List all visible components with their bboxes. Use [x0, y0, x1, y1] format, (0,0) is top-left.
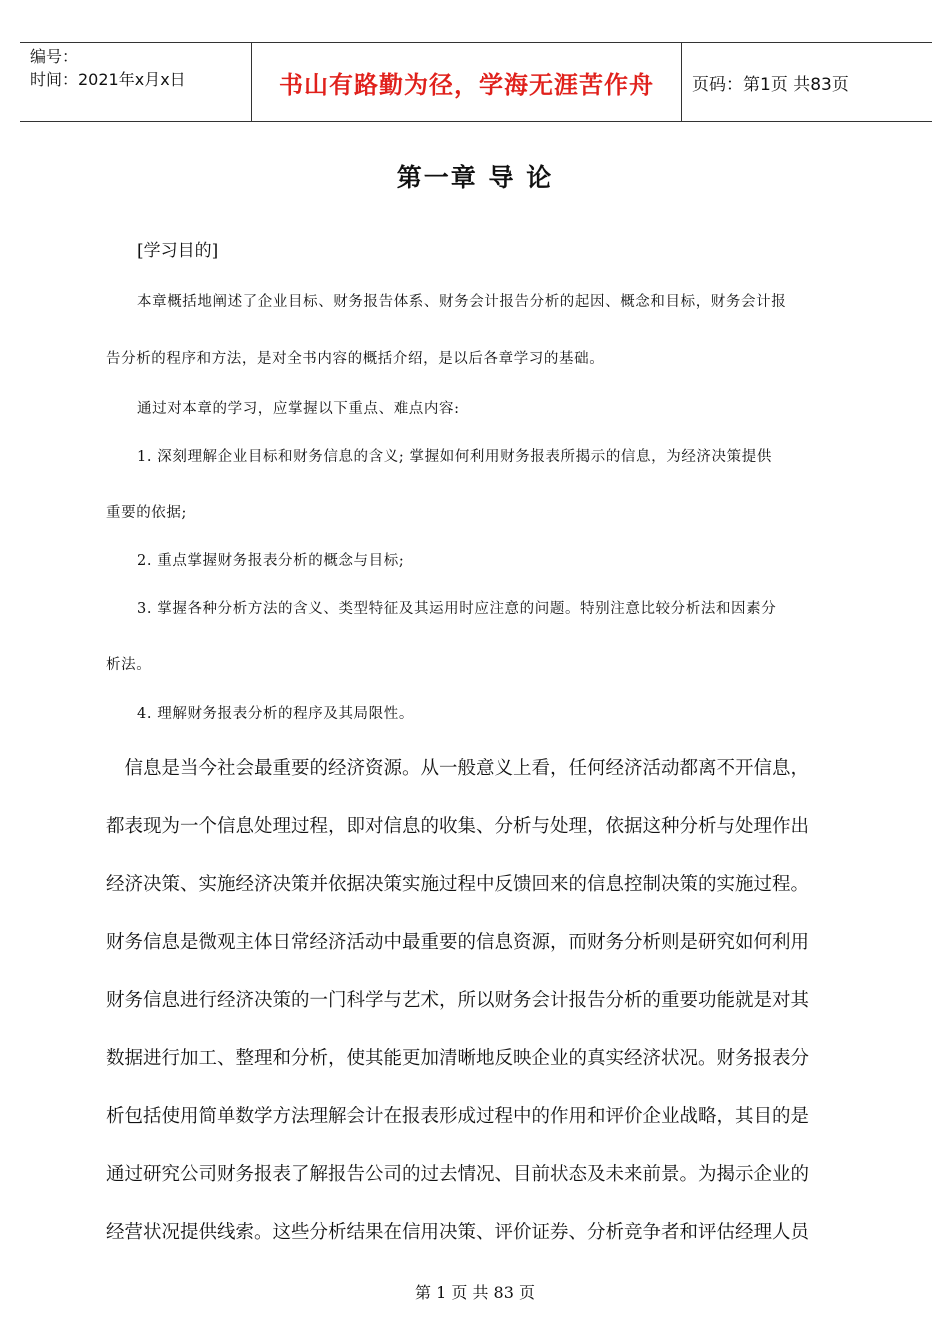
- objectives-line: 重要的依据;: [106, 505, 187, 521]
- body-line: 数据进行加工、整理和分析，使其能更加清晰地反映企业的真实经济状况。财务报表分: [106, 1048, 810, 1069]
- objectives-line: 2. 重点掌握财务报表分析的概念与目标;: [137, 553, 405, 569]
- motto-text: 书山有路勤为径，学海无涯苦作舟: [279, 70, 654, 99]
- objectives-line: 告分析的程序和方法，是对全书内容的概括介绍，是以后各章学习的基础。: [106, 351, 605, 367]
- body-line: 信息是当今社会最重要的经济资源。从一般意义上看，任何经济活动都离不开信息，: [106, 758, 810, 779]
- page-footer: 第 1 页 共 83 页: [415, 1283, 535, 1302]
- objectives-line: 1. 深刻理解企业目标和财务信息的含义; 掌握如何利用财务报表所揭示的信息，为经济决策提供: [137, 449, 772, 465]
- page-info-text: 页码：第1页 共83页: [692, 74, 849, 95]
- header-page-cell: [682, 43, 932, 121]
- objectives-line: 本章概括地阐述了企业目标、财务报告体系、财务会计报告分析的起因、概念和目标，财务会计报: [137, 294, 787, 310]
- body-paragraph: [106, 740, 846, 1262]
- objectives-line: 析法。: [106, 657, 152, 673]
- body-line: 财务信息是微观主体日常经济活动中最重要的信息资源，而财务分析则是研究如何利用: [106, 932, 810, 953]
- objectives-line: 3. 掌握各种分析方法的含义、类型特征及其运用时应注意的问题。特别注意比较分析法和因素分: [137, 601, 777, 617]
- chapter-title: 第一章 导 论: [396, 163, 554, 192]
- body-line: 经营状况提供线索。这些分析结果在信用决策、评价证券、分析竞争者和评估经理人员: [106, 1222, 810, 1243]
- body-line: 析包括使用简单数学方法理解会计在报表形成过程中的作用和评价企业战略，其目的是: [106, 1106, 810, 1127]
- body-line: 经济决策、实施经济决策并依据决策实施过程中反馈回来的信息控制决策的实施过程。: [106, 874, 810, 895]
- document-header: [20, 42, 932, 122]
- objectives-heading: [学习目的]: [137, 241, 219, 261]
- header-meta-cell: [20, 43, 252, 121]
- date-text: 时间：2021年x月x日: [30, 70, 186, 89]
- body-line: 都表现为一个信息处理过程，即对信息的收集、分析与处理，依据这种分析与处理作出: [106, 816, 810, 837]
- objectives-line: 通过对本章的学习，应掌握以下重点、难点内容:: [137, 401, 460, 417]
- objectives-line: 4. 理解财务报表分析的程序及其局限性。: [137, 706, 414, 722]
- header-motto-cell: [252, 43, 682, 121]
- serial-number-label: 编号：: [30, 47, 79, 66]
- body-line: 财务信息进行经济决策的一门科学与艺术，所以财务会计报告分析的重要功能就是对其: [106, 990, 810, 1011]
- body-line: 通过研究公司财务报表了解报告公司的过去情况、目前状态及未来前景。为揭示企业的: [106, 1164, 810, 1185]
